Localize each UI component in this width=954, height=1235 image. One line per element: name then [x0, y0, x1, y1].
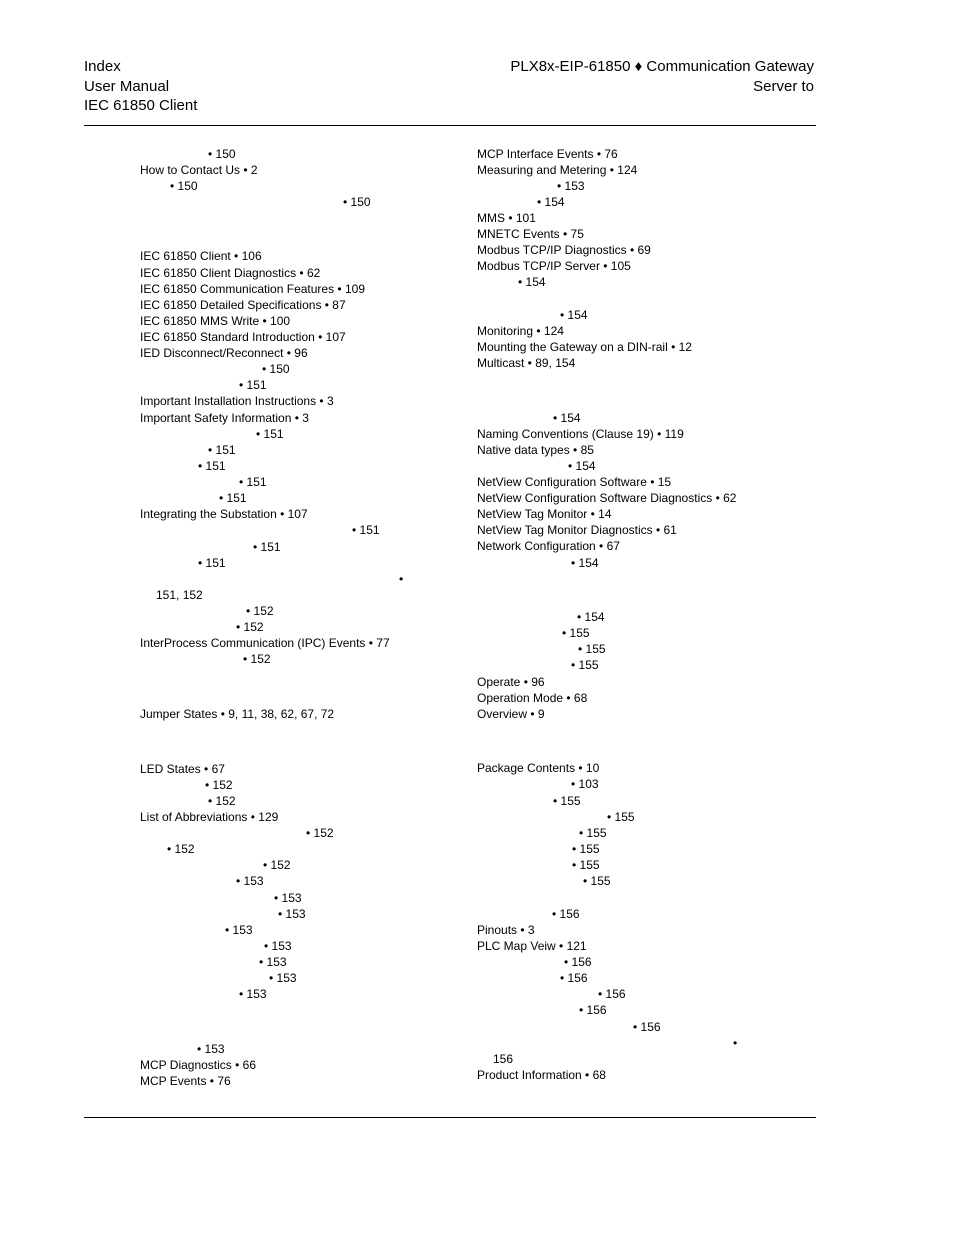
index-entry: • 154 — [553, 411, 581, 425]
index-entry: • 154 — [537, 195, 565, 209]
index-entry: • 155 — [583, 874, 611, 888]
index-entry: • 156 — [560, 971, 588, 985]
index-entry: MMS • 101 — [477, 211, 536, 225]
index-entry: IEC 61850 Client • 106 — [140, 249, 262, 263]
index-entry: • 150 — [208, 147, 236, 161]
header-rule — [84, 125, 816, 126]
index-entry: • 153 — [259, 955, 287, 969]
header-product-title-continued: Server to — [753, 77, 814, 95]
index-entry: • 153 — [269, 971, 297, 985]
index-entry: Jumper States • 9, 11, 38, 62, 67, 72 — [140, 707, 335, 721]
index-entry: • 155 — [579, 826, 607, 840]
index-entry: Important Installation Instructions • 3 — [140, 394, 334, 408]
index-entry: • — [733, 1036, 738, 1050]
index-entry: • 152 — [243, 652, 271, 666]
index-entry: • 151 — [219, 491, 247, 505]
index-entry: List of Abbreviations • 129 — [140, 810, 279, 824]
index-entry: • 152 — [246, 604, 274, 618]
index-entry: 156 — [493, 1052, 514, 1066]
index-entry: • 153 — [236, 874, 264, 888]
header-section-title: Index — [84, 58, 121, 75]
index-entry: • 156 — [633, 1020, 661, 1034]
index-entry: • 153 — [239, 987, 267, 1001]
index-entry: • 150 — [262, 362, 290, 376]
page-header-left — [84, 57, 197, 116]
index-entry: MCP Events • 76 — [140, 1074, 231, 1088]
index-entry: Product Information • 68 — [477, 1068, 606, 1082]
index-entry: • 103 — [571, 777, 599, 791]
index-entry: • 155 — [553, 794, 581, 808]
index-entry: • 152 — [263, 858, 291, 872]
index-entry: • 155 — [607, 810, 635, 824]
index-entry: PLC Map Veiw • 121 — [477, 939, 587, 953]
header-document-type: User Manual — [84, 77, 170, 95]
index-entry: • 152 — [167, 842, 195, 856]
index-entry: • 152 — [236, 620, 264, 634]
index-entry: • 154 — [518, 275, 546, 289]
index-entry: Integrating the Substation • 107 — [140, 507, 308, 521]
index-entry: MNETC Events • 75 — [477, 227, 584, 241]
index-entry: IEC 61850 Standard Introduction • 107 — [140, 330, 346, 344]
index-entry: IEC 61850 MMS Write • 100 — [140, 314, 291, 328]
index-entry: • 156 — [552, 907, 580, 921]
index-entry: • 154 — [577, 610, 605, 624]
header-product-subtitle: IEC 61850 Client — [84, 97, 198, 114]
page-header-right — [510, 57, 814, 96]
index-entry: How to Contact Us • 2 — [140, 163, 258, 177]
index-entry: • 151 — [239, 475, 267, 489]
index-entry: • 151 — [208, 443, 236, 457]
index-entry: • 155 — [572, 858, 600, 872]
index-entry: • 154 — [571, 556, 599, 570]
index-entry: Important Safety Information • 3 — [140, 411, 309, 425]
index-entry: • 155 — [571, 658, 599, 672]
index-entry: IEC 61850 Communication Features • 109 — [140, 282, 365, 296]
index-entry: • 151 — [352, 523, 380, 537]
index-entry: • 151 — [198, 459, 226, 473]
index-entry: LED States • 67 — [140, 762, 225, 776]
index-entry: • 152 — [208, 794, 236, 808]
index-entry: Modbus TCP/IP Server • 105 — [477, 259, 631, 273]
index-entry: IED Disconnect/Reconnect • 96 — [140, 346, 308, 360]
index-entry: • 155 — [562, 626, 590, 640]
index-entry: • 156 — [598, 987, 626, 1001]
index-entry: Multicast • 89, 154 — [477, 356, 576, 370]
index-entry: • 150 — [170, 179, 198, 193]
index-entry: NetView Configuration Software Diagnostics • 62 — [477, 491, 737, 505]
index-entry: • 153 — [557, 179, 585, 193]
index-entry: IEC 61850 Client Diagnostics • 62 — [140, 266, 321, 280]
index-entry: • 151 — [198, 556, 226, 570]
index-entry: • 153 — [264, 939, 292, 953]
index-entry: • 151 — [256, 427, 284, 441]
index-entry: • 151 — [239, 378, 267, 392]
index-entry: 151, 152 — [156, 588, 203, 602]
index-entry: • 150 — [343, 195, 371, 209]
index-entry: Pinouts • 3 — [477, 923, 535, 937]
index-entry: • 156 — [564, 955, 592, 969]
index-entry: Naming Conventions (Clause 19) • 119 — [477, 427, 684, 441]
index-entry: • 153 — [225, 923, 253, 937]
index-entry: • 155 — [572, 842, 600, 856]
index-entry: • 153 — [197, 1042, 225, 1056]
header-product-title: PLX8x-EIP-61850 ♦ Communication Gateway — [510, 58, 814, 75]
index-entry: • 154 — [568, 459, 596, 473]
index-entry: • 154 — [560, 308, 588, 322]
index-entry: NetView Configuration Software • 15 — [477, 475, 672, 489]
index-entry: Package Contents • 10 — [477, 761, 600, 775]
index-entry: MCP Interface Events • 76 — [477, 147, 618, 161]
index-entry: • 155 — [578, 642, 606, 656]
index-entry: InterProcess Communication (IPC) Events • 77 — [140, 636, 390, 650]
index-entry: Overview • 9 — [477, 707, 545, 721]
index-entry: IEC 61850 Detailed Specifications • 87 — [140, 298, 346, 312]
index-entry: • 156 — [579, 1003, 607, 1017]
index-entry: Native data types • 85 — [477, 443, 594, 457]
index-entry: • 153 — [274, 891, 302, 905]
index-entry: NetView Tag Monitor • 14 — [477, 507, 612, 521]
index-entry: Network Configuration • 67 — [477, 539, 620, 553]
index-entry: • 152 — [306, 826, 334, 840]
index-entry: NetView Tag Monitor Diagnostics • 61 — [477, 523, 677, 537]
index-entry: Measuring and Metering • 124 — [477, 163, 638, 177]
index-entry: • 151 — [253, 540, 281, 554]
index-entry: Operation Mode • 68 — [477, 691, 588, 705]
index-entry: Monitoring • 124 — [477, 324, 564, 338]
index-entry: • 152 — [205, 778, 233, 792]
index-entry: Operate • 96 — [477, 675, 545, 689]
index-entry: • 153 — [278, 907, 306, 921]
index-entry: Mounting the Gateway on a DIN-rail • 12 — [477, 340, 692, 354]
index-entry: • — [399, 572, 404, 586]
index-entry: Modbus TCP/IP Diagnostics • 69 — [477, 243, 651, 257]
index-entry: MCP Diagnostics • 66 — [140, 1058, 257, 1072]
footer-rule — [84, 1117, 816, 1118]
